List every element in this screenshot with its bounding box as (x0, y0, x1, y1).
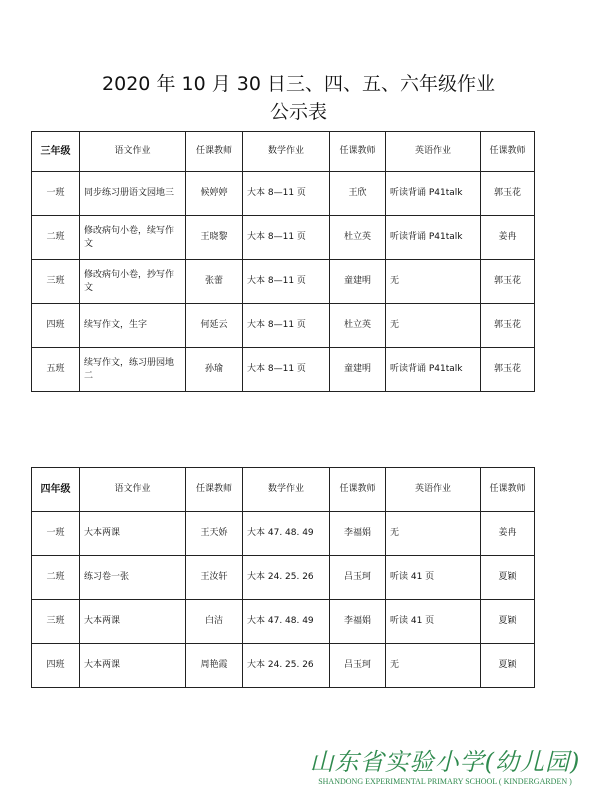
teacher-cell: 童建明 (330, 348, 386, 392)
teacher-cell: 姜冉 (481, 512, 535, 556)
table-header-row (32, 132, 535, 172)
table-row (32, 600, 535, 644)
math-homework-cell: 大本 8—11 页 (243, 304, 330, 348)
teacher-cell: 吕玉珂 (330, 556, 386, 600)
chinese-homework-cell: 修改病句小卷，续写作文 (80, 216, 186, 260)
table-row (32, 348, 535, 392)
column-header: 数学作业 (243, 468, 330, 512)
teacher-cell: 王天娇 (186, 512, 243, 556)
chinese-homework-cell: 大本两课 (80, 512, 186, 556)
column-header: 任课教师 (330, 468, 386, 512)
teacher-cell: 郭玉花 (481, 260, 535, 304)
grade-label: 四年级 (32, 468, 80, 512)
column-header: 任课教师 (481, 468, 535, 512)
teacher-cell: 夏颖 (481, 556, 535, 600)
teacher-cell: 夏颖 (481, 600, 535, 644)
math-homework-cell: 大本 47. 48. 49 (243, 512, 330, 556)
column-header: 任课教师 (186, 132, 243, 172)
teacher-cell: 周艳霞 (186, 644, 243, 688)
teacher-cell: 张蕾 (186, 260, 243, 304)
class-cell: 四班 (32, 644, 80, 688)
table-header-row (32, 468, 535, 512)
class-cell: 一班 (32, 512, 80, 556)
class-cell: 二班 (32, 216, 80, 260)
class-cell: 三班 (32, 600, 80, 644)
math-homework-cell: 大本 24. 25. 26 (243, 644, 330, 688)
english-homework-cell: 听读 41 页 (386, 600, 481, 644)
math-homework-cell: 大本 8—11 页 (243, 260, 330, 304)
teacher-cell: 夏颖 (481, 644, 535, 688)
column-header: 语文作业 (80, 132, 186, 172)
english-homework-cell: 无 (386, 304, 481, 348)
teacher-cell: 郭玉花 (481, 348, 535, 392)
class-cell: 二班 (32, 556, 80, 600)
math-homework-cell: 大本 8—11 页 (243, 348, 330, 392)
math-homework-cell: 大本 8—11 页 (243, 172, 330, 216)
chinese-homework-cell: 修改病句小卷，抄写作文 (80, 260, 186, 304)
class-cell: 一班 (32, 172, 80, 216)
chinese-homework-cell: 大本两课 (80, 600, 186, 644)
math-homework-cell: 大本 47. 48. 49 (243, 600, 330, 644)
school-logo (300, 748, 590, 788)
grade3-homework-table (31, 131, 535, 392)
table-row (32, 556, 535, 600)
teacher-cell: 李福娟 (330, 600, 386, 644)
teacher-cell: 郭玉花 (481, 172, 535, 216)
teacher-cell: 吕玉珂 (330, 644, 386, 688)
english-homework-cell: 无 (386, 512, 481, 556)
english-homework-cell: 无 (386, 260, 481, 304)
english-homework-cell: 听读背诵 P41talk (386, 216, 481, 260)
teacher-cell: 白洁 (186, 600, 243, 644)
teacher-cell: 何延云 (186, 304, 243, 348)
column-header: 数学作业 (243, 132, 330, 172)
column-header: 任课教师 (330, 132, 386, 172)
title-line-2: 公示表 (269, 101, 327, 123)
chinese-homework-cell: 续写作文，练习册园地二 (80, 348, 186, 392)
chinese-homework-cell: 练习卷一张 (80, 556, 186, 600)
document-title (0, 70, 597, 126)
class-cell: 四班 (32, 304, 80, 348)
table-row (32, 512, 535, 556)
school-name-chinese: 山东省实验小学(幼儿园) (309, 748, 581, 776)
title-line-1: 2020 年 10 月 30 日三、四、五、六年级作业 (102, 73, 495, 95)
school-name-english: SHANDONG EXPERIMENTAL PRIMARY SCHOOL ( KINDERGARDEN ) (318, 777, 572, 786)
table-row (32, 304, 535, 348)
english-homework-cell: 听读 41 页 (386, 556, 481, 600)
grade-label: 三年级 (32, 132, 80, 172)
column-header: 英语作业 (386, 132, 481, 172)
math-homework-cell: 大本 24. 25. 26 (243, 556, 330, 600)
english-homework-cell: 听读背诵 P41talk (386, 348, 481, 392)
teacher-cell: 王欣 (330, 172, 386, 216)
class-cell: 五班 (32, 348, 80, 392)
teacher-cell: 童建明 (330, 260, 386, 304)
math-homework-cell: 大本 8—11 页 (243, 216, 330, 260)
chinese-homework-cell: 续写作文，生字 (80, 304, 186, 348)
class-cell: 三班 (32, 260, 80, 304)
teacher-cell: 杜立英 (330, 304, 386, 348)
teacher-cell: 李福娟 (330, 512, 386, 556)
table-row (32, 172, 535, 216)
column-header: 任课教师 (481, 132, 535, 172)
english-homework-cell: 听读背诵 P41talk (386, 172, 481, 216)
teacher-cell: 王汝轩 (186, 556, 243, 600)
teacher-cell: 杜立英 (330, 216, 386, 260)
column-header: 语文作业 (80, 468, 186, 512)
english-homework-cell: 无 (386, 644, 481, 688)
column-header: 英语作业 (386, 468, 481, 512)
teacher-cell: 孙瑜 (186, 348, 243, 392)
teacher-cell: 候婷婷 (186, 172, 243, 216)
grade4-homework-table (31, 467, 535, 688)
chinese-homework-cell: 同步练习册语文园地三 (80, 172, 186, 216)
table-row (32, 260, 535, 304)
teacher-cell: 姜冉 (481, 216, 535, 260)
table-row (32, 644, 535, 688)
table-row (32, 216, 535, 260)
column-header: 任课教师 (186, 468, 243, 512)
teacher-cell: 郭玉花 (481, 304, 535, 348)
chinese-homework-cell: 大本两课 (80, 644, 186, 688)
teacher-cell: 王晓黎 (186, 216, 243, 260)
